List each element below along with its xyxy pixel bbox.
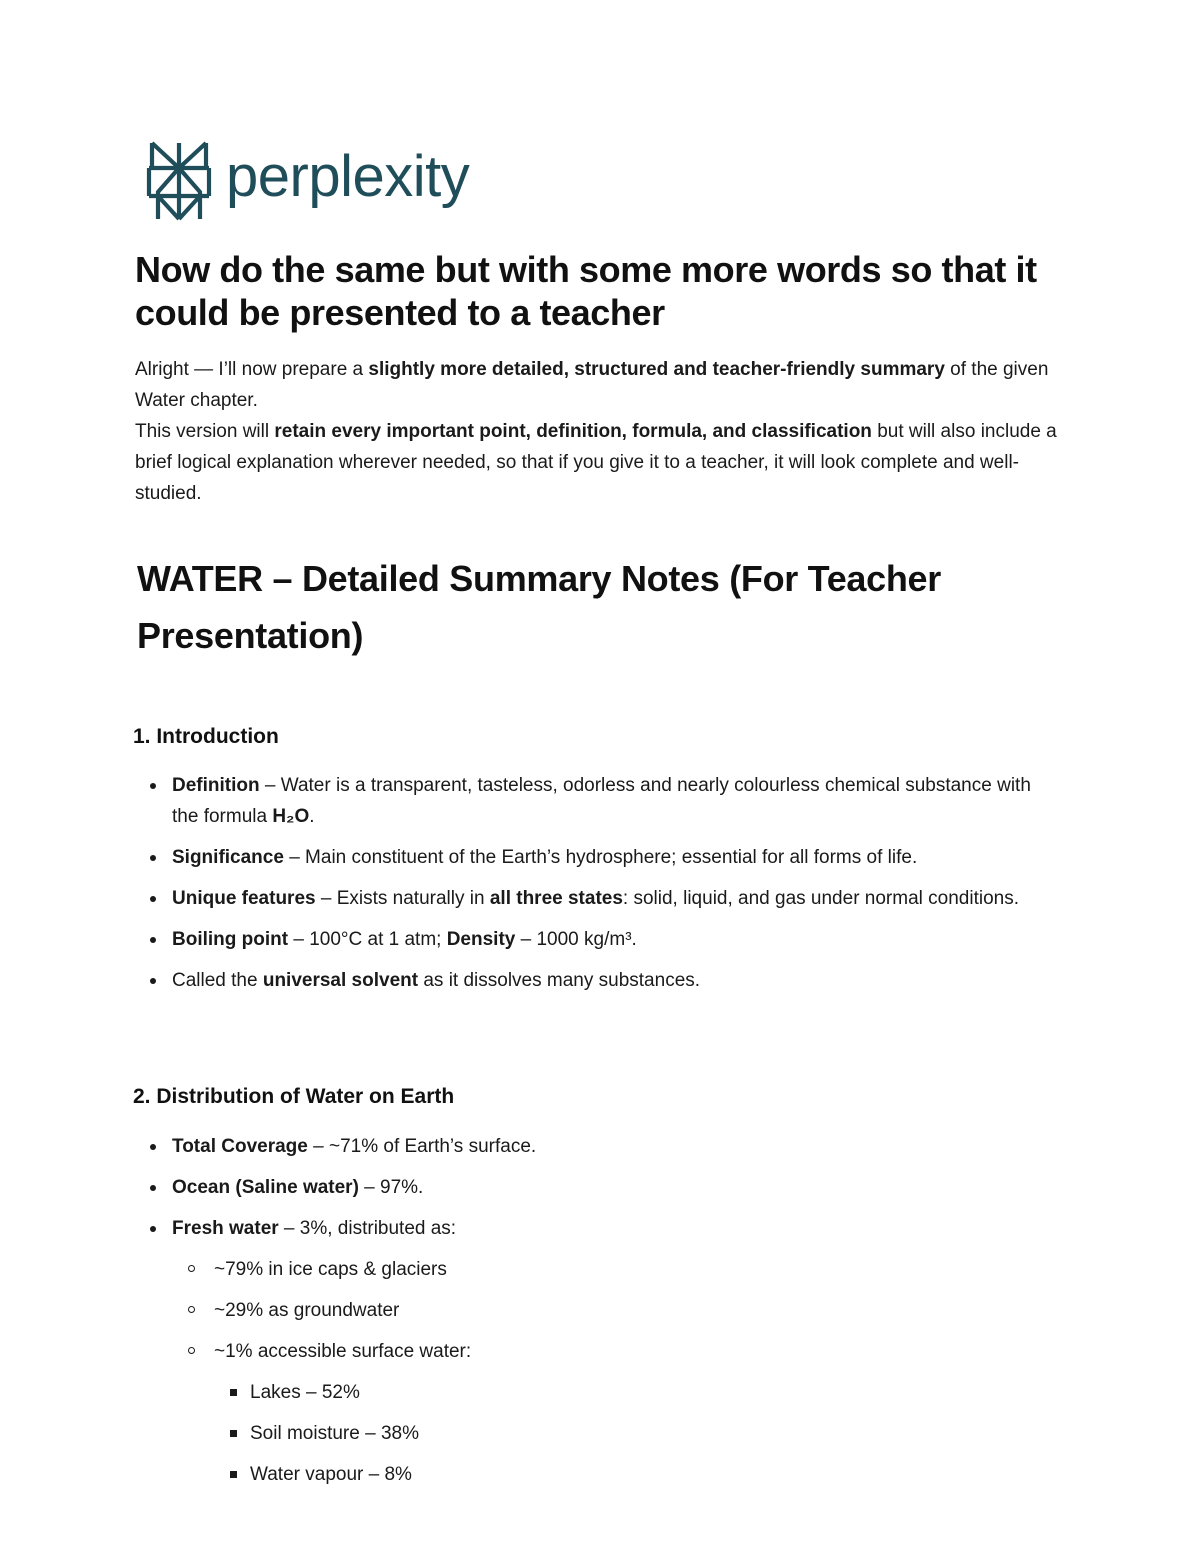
list-item: Boiling point – 100°C at 1 atm; Density – 1000 kg/m³. [150,924,1050,955]
section-heading-distribution: 2. Distribution of Water on Earth [133,1085,455,1108]
list-item: Fresh water – 3%, distributed as: ~79% in ice caps & glaciers ~29% as groundwater ~1% accessible surface water: Lakes – 52% Soil moisture – 38% Water vapour – 8% [150,1213,1050,1490]
perplexity-logo [146,140,469,222]
sublist-item: ~29% as groundwater [172,1295,1050,1326]
nested-sublist-item: Lakes – 52% [214,1377,1050,1408]
perplexity-logo-icon [146,140,212,222]
intro-paragraph-2: This version will retain every important point, definition, formula, and classification but will also include a brief logical explanation wherever needed, so that if you give it to a teacher, it will look complete and well-studied. [135,421,1057,504]
logo-wordmark: perplexity [226,144,470,209]
nested-sublist-item: Soil moisture – 38% [214,1418,1050,1449]
fresh-water-sublist [172,1254,1050,1490]
nested-sublist-item: Water vapour – 8% [214,1459,1050,1490]
answer-intro [135,354,1075,509]
intro-paragraph-1: Alright — I’ll now prepare a slightly more detailed, structured and teacher-friendly summary of the given Water chapter. [135,359,1049,411]
sublist-item: ~1% accessible surface water: Lakes – 52% Soil moisture – 38% Water vapour – 8% [172,1336,1050,1490]
distribution-list [150,1131,1050,1500]
list-item: Unique features – Exists naturally in all three states: solid, liquid, and gas under normal conditions. [150,883,1050,914]
list-item: Called the universal solvent as it dissolves many substances. [150,965,1050,996]
section-heading-introduction: 1. Introduction [133,725,279,748]
list-item: Definition – Water is a transparent, tasteless, odorless and nearly colourless chemical substance with the formula H₂O. [150,770,1050,832]
introduction-list [150,770,1050,1006]
list-item: Total Coverage – ~71% of Earth’s surface. [150,1131,1050,1162]
list-item: Significance – Main constituent of the Earth’s hydrosphere; essential for all forms of life. [150,842,1050,873]
sublist-item: ~79% in ice caps & glaciers [172,1254,1050,1285]
list-item: Ocean (Saline water) – 97%. [150,1172,1050,1203]
user-question: Now do the same but with some more words so that it could be presented to a teacher [135,249,1037,333]
surface-water-sublist [214,1377,1050,1490]
document-title: WATER – Detailed Summary Notes (For Teacher Presentation) [137,558,941,656]
